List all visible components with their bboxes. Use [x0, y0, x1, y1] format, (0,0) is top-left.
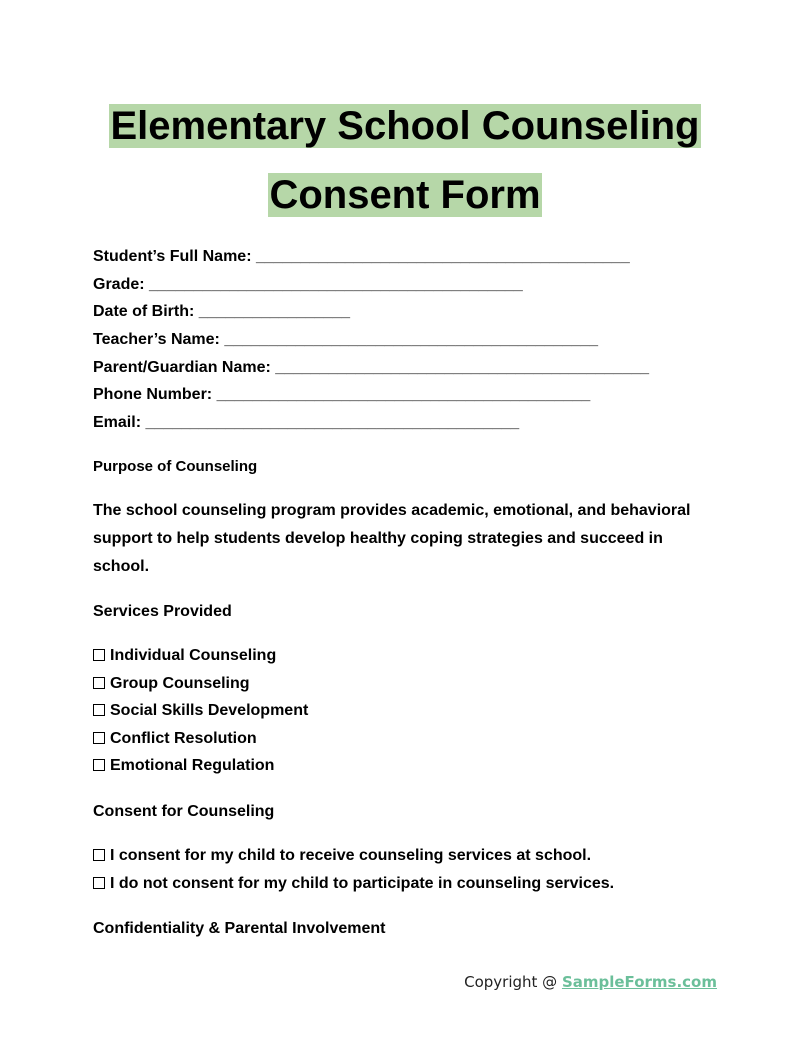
field-blank[interactable]: __________________________________________	[216, 386, 591, 404]
field-grade[interactable]	[93, 271, 649, 299]
purpose-heading: Purpose of Counseling	[93, 458, 258, 475]
checkbox-icon[interactable]	[93, 649, 105, 661]
field-blank[interactable]: __________________________________________	[224, 331, 599, 349]
title-line-2: Consent Form	[269, 173, 541, 217]
field-label: Student’s Full Name:	[93, 248, 252, 265]
checklist-item[interactable]	[93, 725, 308, 753]
purpose-paragraph: The school counseling program provides academic, emotional, and behavioral support to help students develop healthy coping strategies and succeed in school.	[93, 502, 691, 575]
checklist-label: Emotional Regulation	[110, 757, 275, 774]
checkbox-icon[interactable]	[93, 732, 105, 744]
field-blank[interactable]: __________________________________________	[255, 248, 630, 265]
checkbox-icon[interactable]	[93, 877, 105, 889]
field-blank[interactable]: __________________________________________	[145, 414, 520, 432]
field-label: Grade:	[93, 275, 145, 293]
checklist-item[interactable]	[93, 752, 308, 780]
checklist-label: I consent for my child to receive counseling services at school.	[110, 847, 592, 864]
field-label: Parent/Guardian Name:	[93, 358, 271, 376]
consent-option-no[interactable]	[93, 870, 614, 898]
checklist-label: I do not consent for my child to participate in counseling services.	[110, 874, 615, 892]
checklist-item[interactable]	[93, 670, 308, 698]
brand-link[interactable]: SampleForms.com	[561, 973, 717, 991]
services-checklist	[93, 642, 308, 780]
checkbox-icon[interactable]	[93, 849, 105, 861]
copyright-text: Copyright @	[464, 973, 562, 991]
checkbox-icon[interactable]	[93, 677, 105, 689]
field-parent-guardian-name[interactable]	[93, 354, 649, 382]
field-teacher-name[interactable]	[93, 326, 649, 354]
checkbox-icon[interactable]	[93, 704, 105, 716]
field-student-name[interactable]	[93, 243, 649, 271]
field-label: Date of Birth:	[93, 303, 195, 321]
checkbox-icon[interactable]	[93, 759, 105, 771]
checklist-item[interactable]	[93, 642, 308, 670]
page-title	[0, 92, 810, 230]
checklist-label: Individual Counseling	[110, 647, 277, 664]
services-heading: Services Provided	[93, 603, 232, 620]
copyright-footer	[464, 973, 717, 991]
field-email[interactable]	[93, 409, 649, 437]
checklist-label: Conflict Resolution	[110, 729, 257, 747]
checklist-item[interactable]	[93, 697, 308, 725]
checklist-label: Social Skills Development	[110, 702, 309, 719]
student-info-fields	[93, 243, 649, 437]
title-line-1: Elementary School Counseling	[110, 104, 700, 148]
confidentiality-heading: Confidentiality & Parental Involvement	[93, 920, 386, 937]
checklist-label: Group Counseling	[110, 674, 250, 692]
consent-checklist	[93, 842, 614, 897]
field-label: Teacher’s Name:	[93, 331, 220, 349]
field-label: Phone Number:	[93, 386, 213, 404]
consent-heading: Consent for Counseling	[93, 803, 275, 820]
field-blank[interactable]: __________________________________________	[275, 358, 650, 376]
consent-option-yes[interactable]	[93, 842, 614, 870]
field-phone-number[interactable]	[93, 381, 649, 409]
field-blank[interactable]: __________________________________________	[149, 275, 523, 293]
field-blank[interactable]: _________________	[198, 303, 351, 321]
field-date-of-birth[interactable]	[93, 298, 649, 326]
field-label: Email:	[93, 414, 142, 432]
